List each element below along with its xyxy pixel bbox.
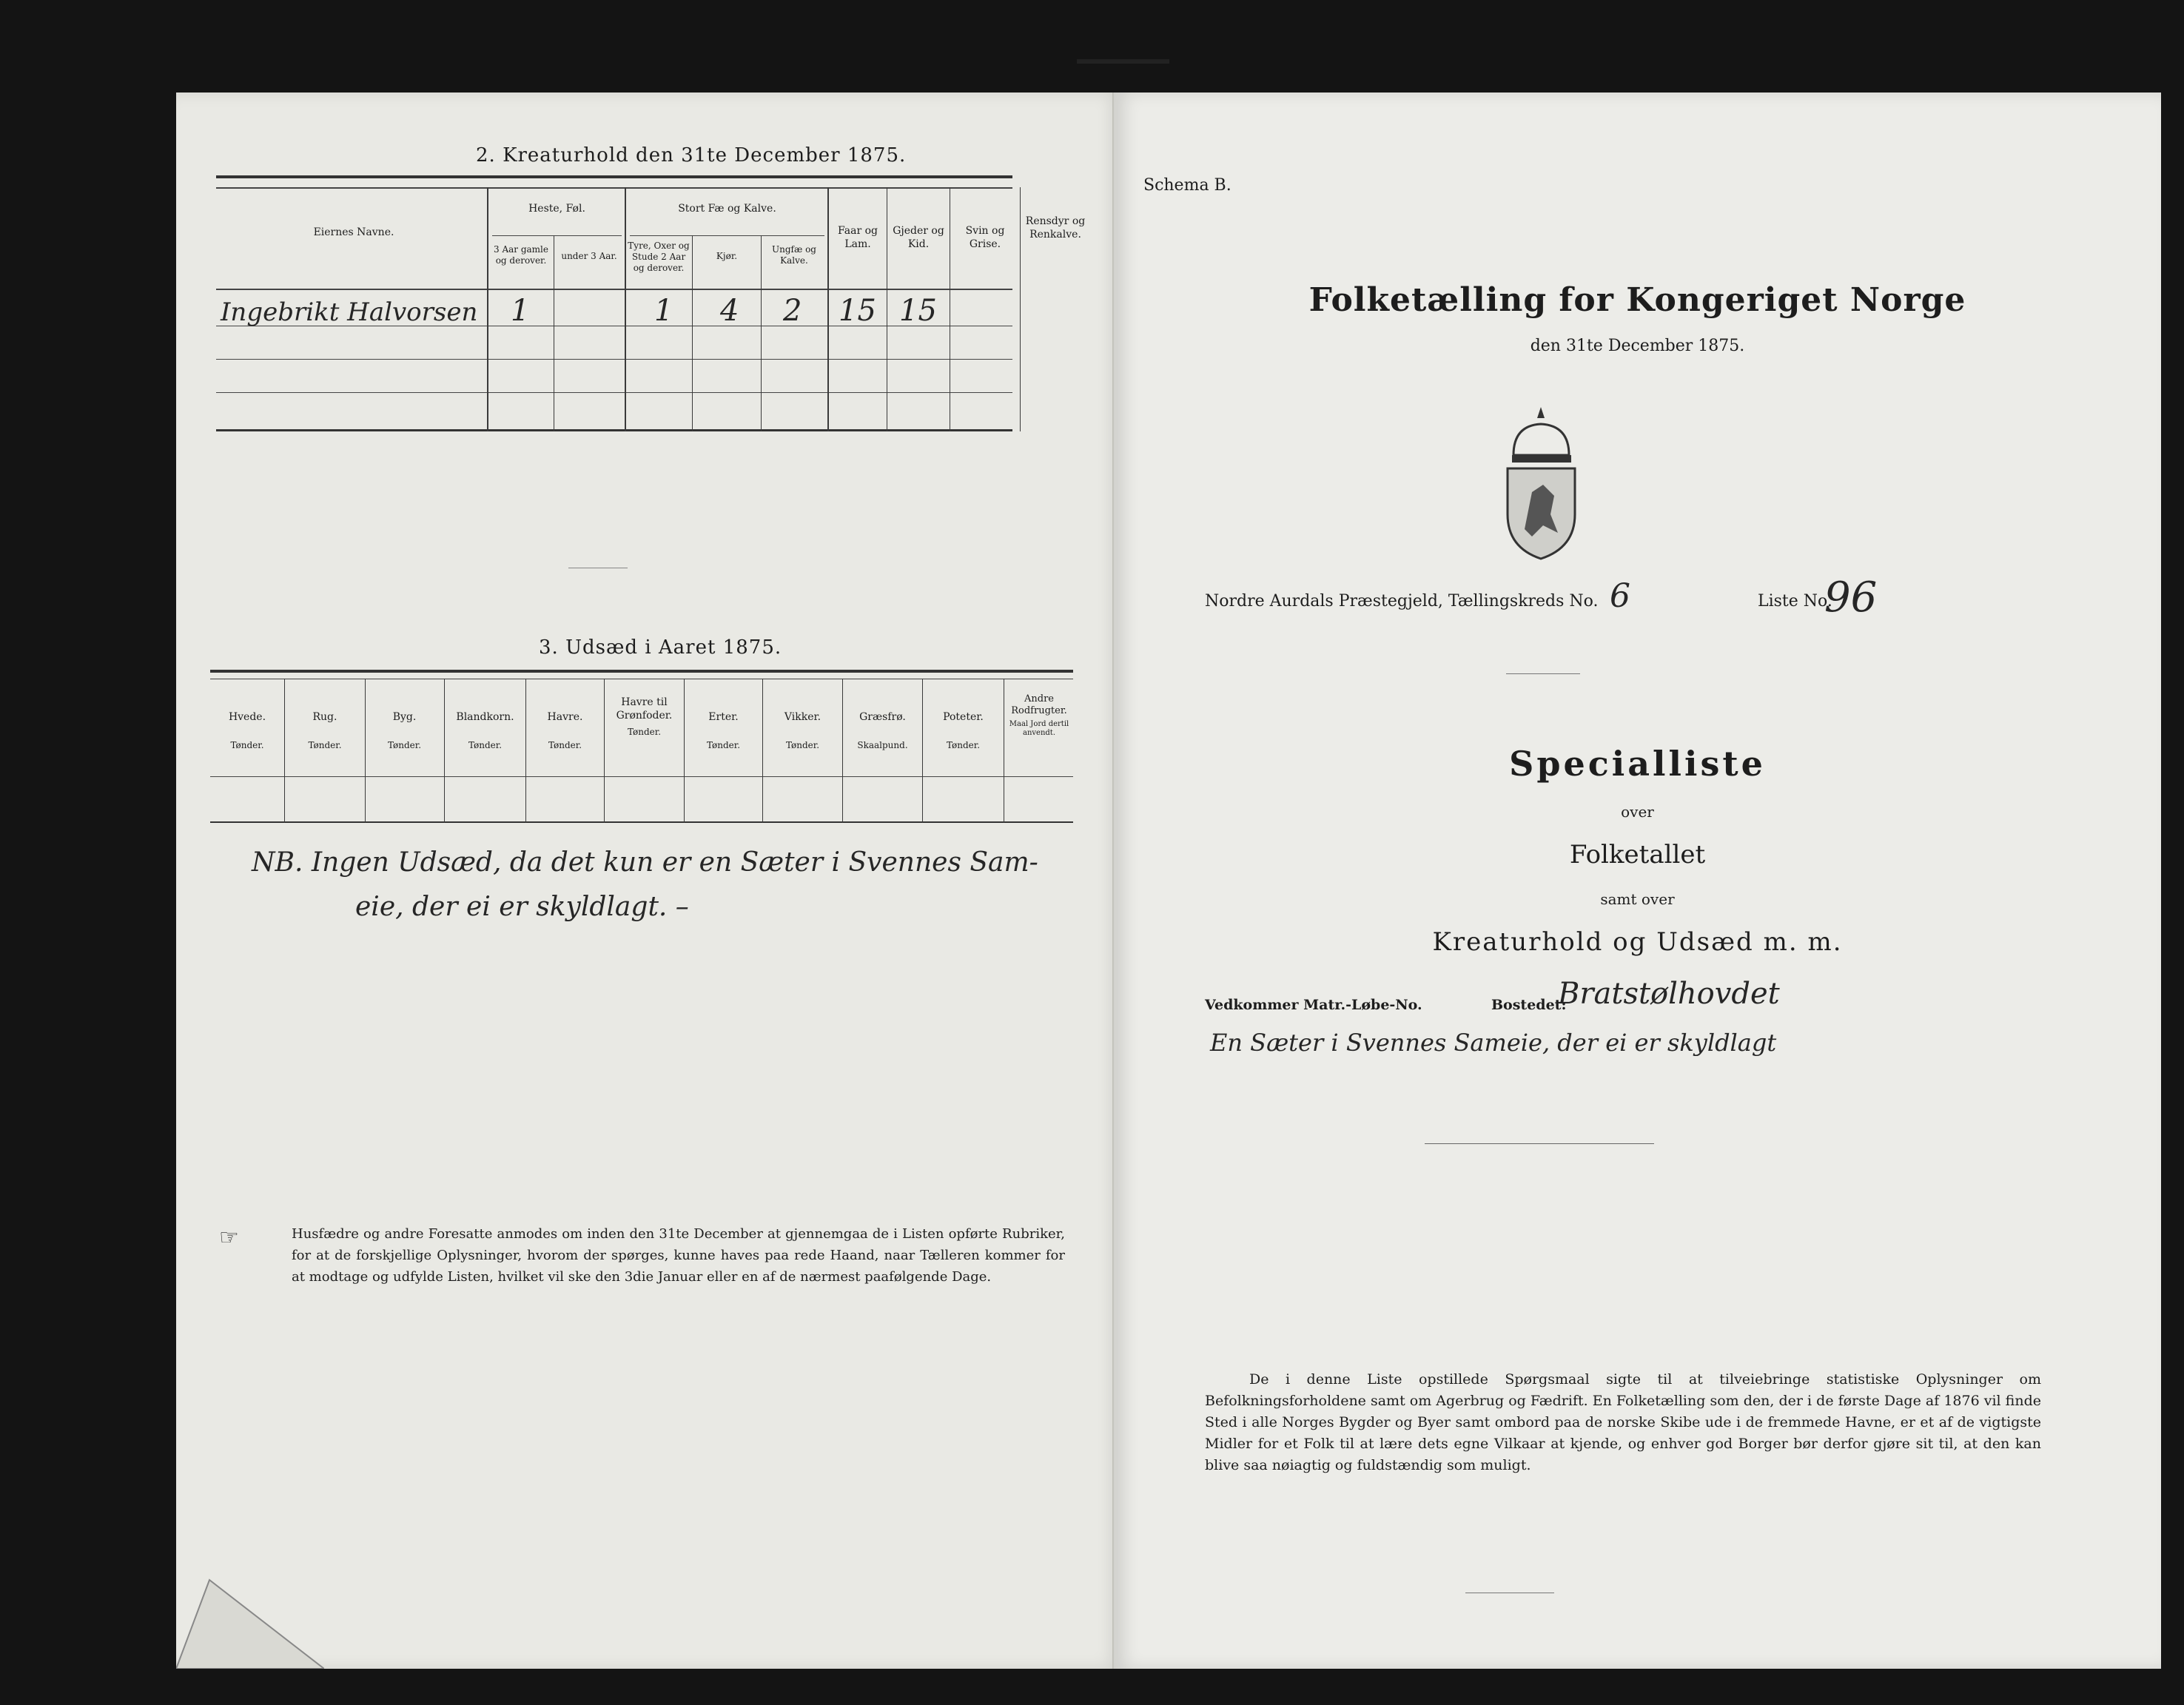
right-page: [1114, 93, 2161, 1669]
folketallet-text: Folketallet: [1569, 840, 1706, 870]
bottom-explanation: De i denne Liste opstillede Spørgsmaal sigte til at tilveiebringe statistiske Oplysninger om Befolkningsforholdene samt om Agerbrug og Fædrift. En Folketælling som den, der i de første Dage af 1876 vil finde Sted i alle Norges Bygder og Byer samt ombord paa de norske Skibe ude i de fremmede Havne, er et af de vigtigste Midler for et Folk til at lære dets egne Vilkaar at kjende, og enhver god Borger bør derfor gjøre sit til, at den kan blive saa nøiagtig og fuldstændig som muligt.: [1205, 1371, 2041, 1473]
header-stort-fe: Stort Fæ og Kalve.: [678, 203, 776, 215]
samt-over-text: samt over: [1600, 890, 1675, 908]
cell-faar: 15: [839, 294, 876, 328]
notice-text: Husfædre og andre Foresatte anmodes om inden den 31te December at gjennemgaa de i Listen opførte Rubriker, for at de forskjellige Oplysninger, hvorom der spørges, kunne haves paa rede Haand, naar Tælleren kommer for at modtage og udfylde Listen, hvilket vil ske den 3die Januar eller en af de nærmest paafølgende Dage.: [292, 1226, 1065, 1285]
seed-byg: Byg. Tønder.: [387, 711, 422, 750]
cell-heste-3aar: 1: [511, 294, 530, 328]
section2-title: 2. Kreaturhold den 31te December 1875.: [476, 144, 907, 167]
divider: [1506, 673, 1580, 674]
header-tyre: Tyre, Oxer og Stude 2 Aar og derover.: [628, 241, 690, 273]
pointing-hand-icon: ☞: [219, 1225, 239, 1251]
cell-gjeder: 15: [899, 294, 937, 328]
seed-vikker: Vikker. Tønder.: [784, 711, 821, 750]
matr-label: Vedkommer Matr.-Løbe-No.: [1205, 997, 1422, 1013]
main-subtitle: den 31te December 1875.: [1530, 337, 1745, 355]
note-line-1: NB. Ingen Udsæd, da det kun er en Sæter i Svennes Sam-: [252, 847, 1038, 878]
over-text: over: [1621, 803, 1654, 821]
note-line-2: eie, der ei er skyldlagt. –: [355, 892, 689, 922]
header-svin: Svin og Grise.: [965, 225, 1005, 250]
district-label: Nordre Aurdals Præstegjeld, Tællingskreds No.: [1205, 592, 1599, 611]
seed-havre: Havre. Tønder.: [547, 711, 583, 750]
header-heste-under3: under 3 Aar.: [561, 251, 617, 261]
header-heste: Heste, Føl.: [528, 203, 585, 215]
liste-number: 96: [1824, 574, 1878, 622]
kreaturhold-text: Kreaturhold og Udsæd m. m.: [1432, 927, 1843, 957]
bostedet-label: Bostedet:: [1491, 997, 1567, 1013]
cell-tyre: 1: [654, 294, 673, 328]
seed-rug: Rug. Tønder.: [308, 711, 342, 750]
seed-erter: Erter. Tønder.: [706, 711, 741, 750]
hand-note: En Sæter i Svennes Sameie, der ei er skyldlagt: [1210, 1029, 1777, 1057]
left-page: [176, 93, 1122, 1669]
top-mark: [1077, 59, 1169, 64]
main-title: Folketælling for Kongeriget Norge: [1308, 281, 1966, 319]
cell-kjor: 4: [720, 294, 739, 328]
header-kjor: Kjør.: [716, 251, 738, 261]
section3-title: 3. Udsæd i Aaret 1875.: [539, 636, 782, 659]
divider: [1425, 1143, 1654, 1144]
coat-of-arms-icon: [1499, 403, 1584, 562]
header-eiernes-navne: Eiernes Navne.: [313, 226, 394, 238]
specialliste-title: Specialliste: [1509, 744, 1766, 784]
owner-name: Ingebrikt Halvorsen: [221, 297, 478, 327]
header-ungfae: Ungfæ og Kalve.: [772, 244, 816, 266]
seed-poteter: Poteter. Tønder.: [943, 711, 984, 750]
bostedet-value: Bratstølhovdet: [1558, 977, 1780, 1011]
header-heste-3aar: 3 Aar gamle og derover.: [494, 244, 548, 266]
seed-graesfro: Græsfrø. Skaalpund.: [857, 711, 908, 750]
cell-ungfae: 2: [783, 294, 802, 328]
header-rensdyr: Rensdyr og Renkalve.: [1025, 215, 1086, 241]
liste-label: Liste No.: [1758, 592, 1832, 611]
header-gjeder: Gjeder og Kid.: [893, 225, 944, 250]
header-faar: Faar og Lam.: [838, 225, 878, 250]
seed-blandkorn: Blandkorn. Tønder.: [456, 711, 514, 750]
seed-havre-gronfoder: Havre til Grønfoder. Tønder.: [616, 696, 673, 737]
seed-andre: Andre Rodfrugter. Maal Jord dertil anvendt.: [1009, 693, 1069, 737]
district-number: 6: [1610, 577, 1630, 615]
corner-fold: [176, 1491, 324, 1669]
schema-label: Schema B.: [1143, 176, 1232, 195]
seed-hvede: Hvede. Tønder.: [228, 711, 266, 750]
